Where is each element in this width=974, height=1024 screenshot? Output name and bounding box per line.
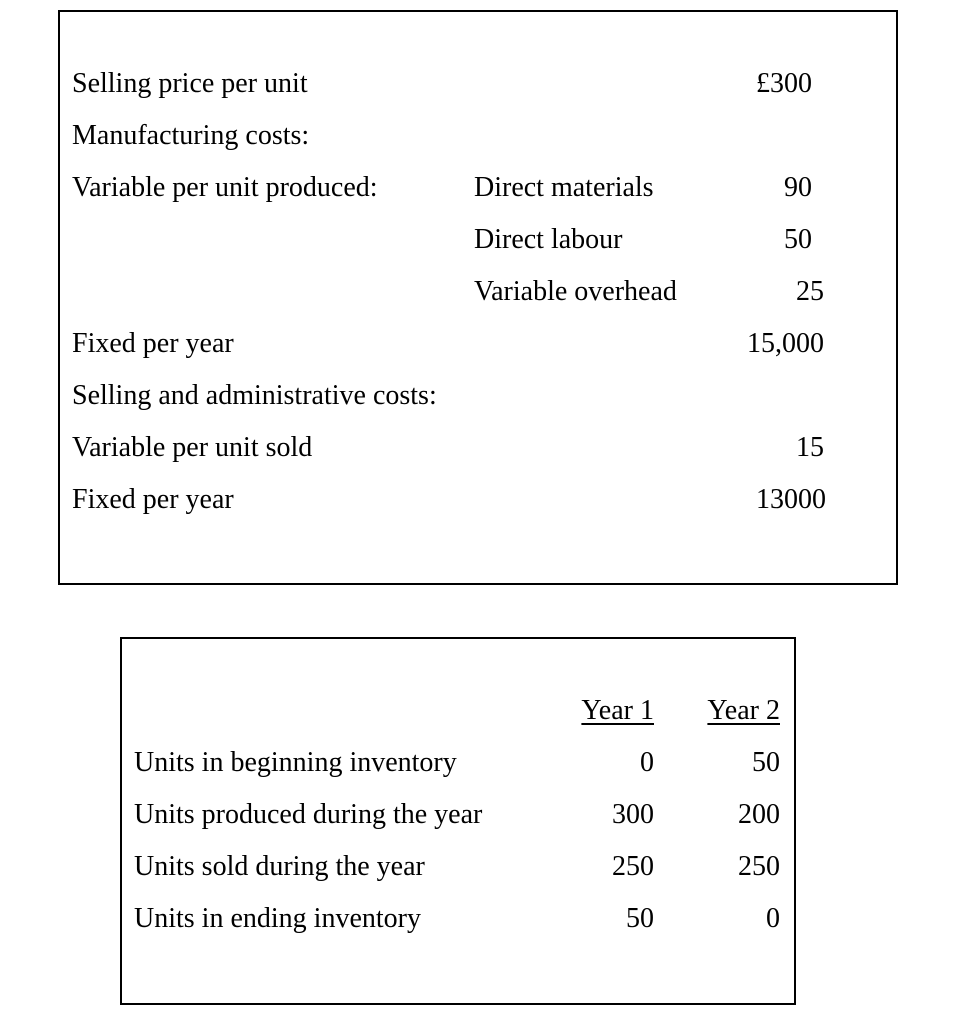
fixed-manufacturing-label: Fixed per year (72, 328, 234, 359)
variable-overhead-label: Variable overhead (474, 276, 677, 307)
direct-labour-value: 50 (784, 224, 812, 255)
fixed-admin-value: 13000 (756, 484, 826, 515)
manufacturing-costs-label: Manufacturing costs: (72, 120, 310, 151)
row-year-2-value: 50 (752, 747, 780, 778)
direct-materials-value: 90 (784, 172, 812, 203)
selling-price-label: Selling price per unit (72, 68, 308, 99)
variable-overhead-value: 25 (796, 276, 824, 307)
inventory-units-box (120, 637, 796, 1005)
year-2-header: Year 2 (707, 695, 780, 726)
row-label: Units sold during the year (134, 851, 425, 882)
fixed-manufacturing-value: 15,000 (747, 328, 824, 359)
row-year-1-value: 250 (612, 851, 654, 882)
variable-per-unit-sold-value: 15 (796, 432, 824, 463)
direct-materials-label: Direct materials (474, 172, 654, 203)
variable-per-unit-sold-label: Variable per unit sold (72, 432, 313, 463)
variable-per-unit-produced-label: Variable per unit produced: (72, 172, 378, 203)
fixed-admin-label: Fixed per year (72, 484, 234, 515)
row-label: Units in ending inventory (134, 903, 421, 934)
row-year-2-value: 0 (766, 903, 780, 934)
row-year-1-value: 0 (640, 747, 654, 778)
direct-labour-label: Direct labour (474, 224, 623, 255)
cost-data-box (58, 10, 898, 585)
row-year-2-value: 200 (738, 799, 780, 830)
row-year-1-value: 50 (626, 903, 654, 934)
row-label: Units in beginning inventory (134, 747, 457, 778)
row-label: Units produced during the year (134, 799, 483, 830)
row-year-2-value: 250 (738, 851, 780, 882)
row-year-1-value: 300 (612, 799, 654, 830)
year-1-header: Year 1 (581, 695, 654, 726)
selling-price-value: £300 (756, 68, 812, 99)
selling-admin-costs-label: Selling and administrative costs: (72, 380, 437, 411)
